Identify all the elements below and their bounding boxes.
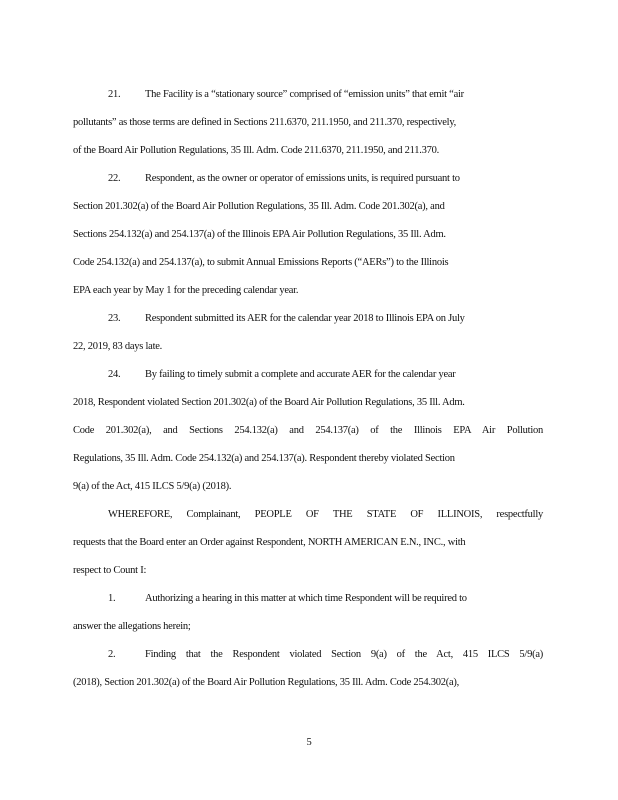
prayer-1-line-2: answer the allegations herein; <box>73 621 191 632</box>
paragraph-21-line-1: 21. The Facility is a “stationary source” comprised of “emission units” that emit “air <box>108 89 464 100</box>
paragraph-24-line-5: 9(a) of the Act, 415 ILCS 5/9(a) (2018). <box>73 481 232 492</box>
paragraph-number: 23. <box>108 313 121 324</box>
paragraph-22-line-1: 22. Respondent, as the owner or operator of emissions units, is required pursuant to <box>108 173 460 184</box>
paragraph-number: 21. <box>108 89 121 100</box>
paragraph-22-line-4: Code 254.132(a) and 254.137(a), to submit Annual Emissions Reports (“AERs”) to the Illinois <box>73 257 449 268</box>
wherefore-line-1: WHEREFORE, Complainant, PEOPLE OF THE STATE OF ILLINOIS, respectfully <box>108 509 543 520</box>
paragraph-23-line-2: 22, 2019, 83 days late. <box>73 341 163 352</box>
paragraph-22-line-5: EPA each year by May 1 for the preceding calendar year. <box>73 285 299 296</box>
page-number: 5 <box>306 737 312 748</box>
paragraph-21-line-3: of the Board Air Pollution Regulations, 35 Ill. Adm. Code 211.6370, 211.1950, and 211.370. <box>73 145 439 156</box>
wherefore-line-3: respect to Count I: <box>73 565 147 576</box>
wherefore-line-2: requests that the Board enter an Order against Respondent, NORTH AMERICAN E.N., INC., with <box>73 537 466 548</box>
prayer-1-line-1: 1. Authorizing a hearing in this matter at which time Respondent will be required to <box>108 593 467 604</box>
paragraph-number: 2. <box>108 649 116 660</box>
paragraph-number: 22. <box>108 173 121 184</box>
prayer-2-line-1: 2. Finding that the Respondent violated Section 9(a) of the Act, 415 ILCS 5/9(a) <box>108 649 543 660</box>
prayer-2-line-2: (2018), Section 201.302(a) of the Board Air Pollution Regulations, 35 Ill. Adm. Code 254.302(a), <box>73 677 460 688</box>
paragraph-24-line-3: Code 201.302(a), and Sections 254.132(a) and 254.137(a) of the Illinois EPA Air Pollution <box>73 425 543 436</box>
paragraph-22-line-2: Section 201.302(a) of the Board Air Pollution Regulations, 35 Ill. Adm. Code 201.302(a), and <box>73 201 445 212</box>
paragraph-23-line-1: 23. Respondent submitted its AER for the calendar year 2018 to Illinois EPA on July <box>108 313 465 324</box>
paragraph-24-line-2: 2018, Respondent violated Section 201.302(a) of the Board Air Pollution Regulations, 35 Ill. Adm. <box>73 397 465 408</box>
paragraph-number: 24. <box>108 369 121 380</box>
paragraph-21-line-2: pollutants” as those terms are defined in Sections 211.6370, 211.1950, and 211.370, respectively, <box>73 117 457 128</box>
paragraph-22-line-3: Sections 254.132(a) and 254.137(a) of the Illinois EPA Air Pollution Regulations, 35 Ill. Adm. <box>73 229 446 240</box>
paragraph-number: 1. <box>108 593 116 604</box>
paragraph-24-line-4: Regulations, 35 Ill. Adm. Code 254.132(a) and 254.137(a). Respondent thereby violated Section <box>73 453 455 464</box>
paragraph-24-line-1: 24. By failing to timely submit a complete and accurate AER for the calendar year <box>108 369 456 380</box>
